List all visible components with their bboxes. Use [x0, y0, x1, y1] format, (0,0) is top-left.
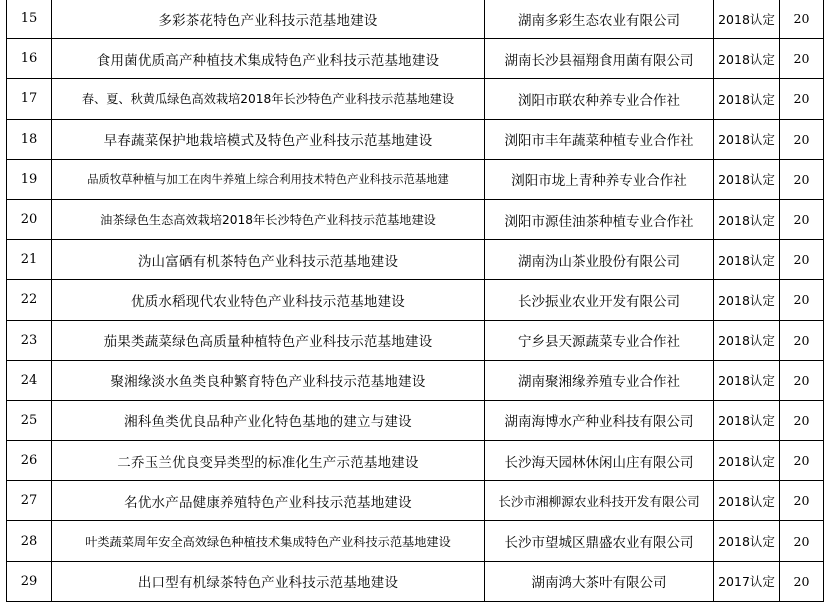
- certification-year: 2018认定: [714, 400, 780, 440]
- project-name: 湘科鱼类优良品种产业化特色基地的建立与建设: [52, 400, 485, 440]
- organization: 宁乡县天源蔬菜专业合作社: [485, 320, 714, 360]
- table-row: [7, 400, 824, 440]
- row-number: 22: [7, 280, 52, 320]
- project-name: 多彩茶花特色产业科技示范基地建设: [52, 0, 485, 39]
- score: 20: [780, 79, 824, 119]
- project-name: 叶类蔬菜周年安全高效绿色种植技术集成特色产业科技示范基地建设: [52, 521, 485, 561]
- organization: 长沙振业农业开发有限公司: [485, 280, 714, 320]
- certification-year: 2018认定: [714, 360, 780, 400]
- project-name: 早春蔬菜保护地栽培模式及特色产业科技示范基地建设: [52, 119, 485, 159]
- score: 20: [780, 320, 824, 360]
- table-row: [7, 240, 824, 280]
- certification-year: 2018认定: [714, 481, 780, 521]
- organization: 长沙海天园林休闲山庄有限公司: [485, 441, 714, 481]
- row-number: 19: [7, 159, 52, 199]
- row-number: 16: [7, 39, 52, 79]
- row-number: 17: [7, 79, 52, 119]
- row-number: 26: [7, 441, 52, 481]
- certification-year: 2017认定: [714, 561, 780, 601]
- project-name: 优质水稻现代农业特色产业科技示范基地建设: [52, 280, 485, 320]
- organization: 湖南沩山茶业股份有限公司: [485, 240, 714, 280]
- project-name: 品质牧草种植与加工在肉牛养殖上综合利用技术特色产业科技示范基地建: [52, 159, 485, 199]
- table-row: [7, 561, 824, 601]
- table-row: [7, 39, 824, 79]
- organization: 长沙市望城区鼎盛农业有限公司: [485, 521, 714, 561]
- row-number: 18: [7, 119, 52, 159]
- certification-year: 2018认定: [714, 320, 780, 360]
- row-number: 29: [7, 561, 52, 601]
- organization: 湖南鸿大茶叶有限公司: [485, 561, 714, 601]
- organization: 浏阳市联农种养专业合作社: [485, 79, 714, 119]
- table-row: [7, 441, 824, 481]
- score: 20: [780, 39, 824, 79]
- score: 20: [780, 199, 824, 239]
- row-number: 27: [7, 481, 52, 521]
- table-row: [7, 280, 824, 320]
- certification-year: 2018认定: [714, 119, 780, 159]
- table-row: [7, 79, 824, 119]
- score: 20: [780, 400, 824, 440]
- certification-year: 2018认定: [714, 199, 780, 239]
- project-name: 二乔玉兰优良变异类型的标准化生产示范基地建设: [52, 441, 485, 481]
- row-number: 23: [7, 320, 52, 360]
- row-number: 20: [7, 199, 52, 239]
- certification-year: 2018认定: [714, 159, 780, 199]
- score: 20: [780, 441, 824, 481]
- table-row: [7, 360, 824, 400]
- project-table: [6, 0, 824, 602]
- organization: 湖南海博水产种业科技有限公司: [485, 400, 714, 440]
- project-name: 春、夏、秋黄瓜绿色高效栽培2018年长沙特色产业科技示范基地建设: [52, 79, 485, 119]
- project-name: 名优水产品健康养殖特色产业科技示范基地建设: [52, 481, 485, 521]
- row-number: 24: [7, 360, 52, 400]
- row-number: 21: [7, 240, 52, 280]
- certification-year: 2018认定: [714, 39, 780, 79]
- table-row: [7, 119, 824, 159]
- score: 20: [780, 280, 824, 320]
- table-row: [7, 199, 824, 239]
- row-number: 28: [7, 521, 52, 561]
- table-row: [7, 481, 824, 521]
- project-name: 茄果类蔬菜绿色高质量种植特色产业科技示范基地建设: [52, 320, 485, 360]
- organization: 浏阳市垅上青种养专业合作社: [485, 159, 714, 199]
- organization: 长沙市湘柳源农业科技开发有限公司: [485, 481, 714, 521]
- project-name: 食用菌优质高产种植技术集成特色产业科技示范基地建设: [52, 39, 485, 79]
- certification-year: 2018认定: [714, 240, 780, 280]
- row-number: 15: [7, 0, 52, 39]
- project-name: 油茶绿色生态高效栽培2018年长沙特色产业科技示范基地建设: [52, 199, 485, 239]
- project-name: 聚湘缘淡水鱼类良种繁育特色产业科技示范基地建设: [52, 360, 485, 400]
- organization: 浏阳市源佳油茶种植专业合作社: [485, 199, 714, 239]
- score: 20: [780, 481, 824, 521]
- organization: 湖南多彩生态农业有限公司: [485, 0, 714, 39]
- score: 20: [780, 159, 824, 199]
- score: 20: [780, 360, 824, 400]
- project-name: 沩山富硒有机茶特色产业科技示范基地建设: [52, 240, 485, 280]
- score: 20: [780, 240, 824, 280]
- score: 20: [780, 119, 824, 159]
- table-row: [7, 320, 824, 360]
- organization: 湖南长沙县福翔食用菌有限公司: [485, 39, 714, 79]
- certification-year: 2018认定: [714, 521, 780, 561]
- row-number: 25: [7, 400, 52, 440]
- certification-year: 2018认定: [714, 441, 780, 481]
- certification-year: 2018认定: [714, 280, 780, 320]
- score: 20: [780, 521, 824, 561]
- score: 20: [780, 0, 824, 39]
- table-row: [7, 159, 824, 199]
- table-row: [7, 0, 824, 39]
- certification-year: 2018认定: [714, 79, 780, 119]
- organization: 湖南聚湘缘养殖专业合作社: [485, 360, 714, 400]
- table-row: [7, 521, 824, 561]
- project-name: 出口型有机绿茶特色产业科技示范基地建设: [52, 561, 485, 601]
- score: 20: [780, 561, 824, 601]
- organization: 浏阳市丰年蔬菜种植专业合作社: [485, 119, 714, 159]
- certification-year: 2018认定: [714, 0, 780, 39]
